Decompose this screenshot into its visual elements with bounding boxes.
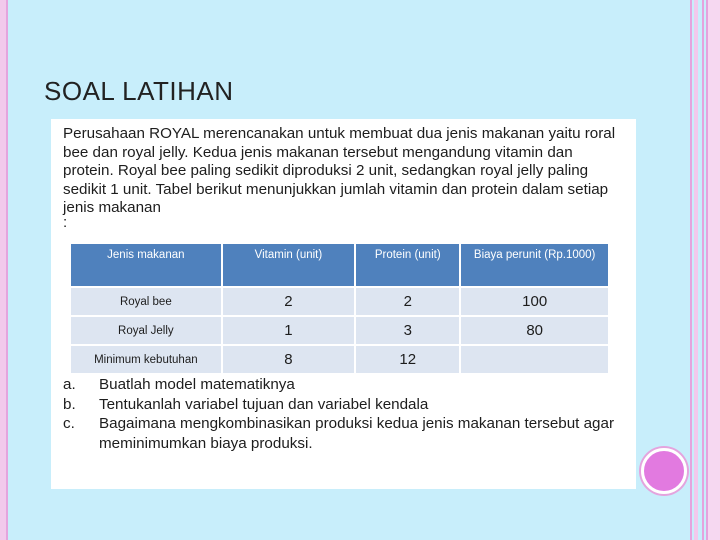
slide-title: SOAL LATIHAN [44, 76, 234, 106]
cell-food-name: Royal bee [71, 288, 221, 315]
nutrition-table [69, 242, 610, 375]
question-letter: b. [63, 395, 76, 413]
list-item [63, 414, 623, 453]
left-decorative-border [0, 0, 8, 540]
problem-image-panel [51, 119, 636, 489]
stripe [694, 0, 698, 540]
list-item [63, 395, 623, 415]
header-jenis-makanan: Jenis makanan [71, 244, 221, 286]
header-vitamin: Vitamin (unit) [223, 244, 354, 286]
stripe [706, 0, 720, 540]
right-decorative-stripes [686, 0, 720, 540]
decorative-circle [641, 448, 687, 494]
stripe [702, 0, 704, 540]
header-protein: Protein (unit) [356, 244, 459, 286]
question-text: Tentukanlah variabel tujuan dan variabel kendala [99, 395, 429, 413]
cell-biaya: 80 [461, 317, 608, 344]
cell-food-name: Royal Jelly [71, 317, 221, 344]
question-text: Bagaimana mengkombinasikan produksi kedua jenis makanan tersebut agar meminimumkan biaya produksi. [99, 415, 614, 452]
cell-vitamin: 8 [223, 346, 354, 373]
intro-colon: : [63, 213, 68, 231]
question-list [63, 375, 623, 453]
table-row [71, 288, 608, 315]
stripe [690, 0, 692, 540]
table-row [71, 346, 608, 373]
cell-protein: 3 [356, 317, 459, 344]
question-letter: a. [63, 376, 76, 393]
problem-intro-text: Perusahaan ROYAL merencanakan untuk membuat dua jenis makanan yaitu roral bee dan royal jelly. Kedua jenis makanan tersebut mengandung vitamin dan protein. Royal bee paling sedikit diproduksi 2 unit, sedangkan royal jelly paling sedikit 1 unit. Tabel berikut menunjukkan jumlah vitamin dan protein dalam setiap jenis makanan [63, 125, 616, 217]
cell-biaya: 100 [461, 288, 608, 315]
cell-food-name: Minimum kebutuhan [71, 346, 221, 373]
cell-biaya [461, 346, 608, 373]
cell-protein: 2 [356, 288, 459, 315]
table-row [71, 317, 608, 344]
question-letter: c. [63, 415, 75, 432]
cell-vitamin: 1 [223, 317, 354, 344]
cell-vitamin: 2 [223, 288, 354, 315]
cell-protein: 12 [356, 346, 459, 373]
header-biaya: Biaya perunit (Rp.1000) [461, 244, 608, 286]
list-item [63, 375, 623, 395]
table-header-row [71, 244, 608, 286]
question-text: Buatlah model matematiknya [99, 376, 295, 393]
